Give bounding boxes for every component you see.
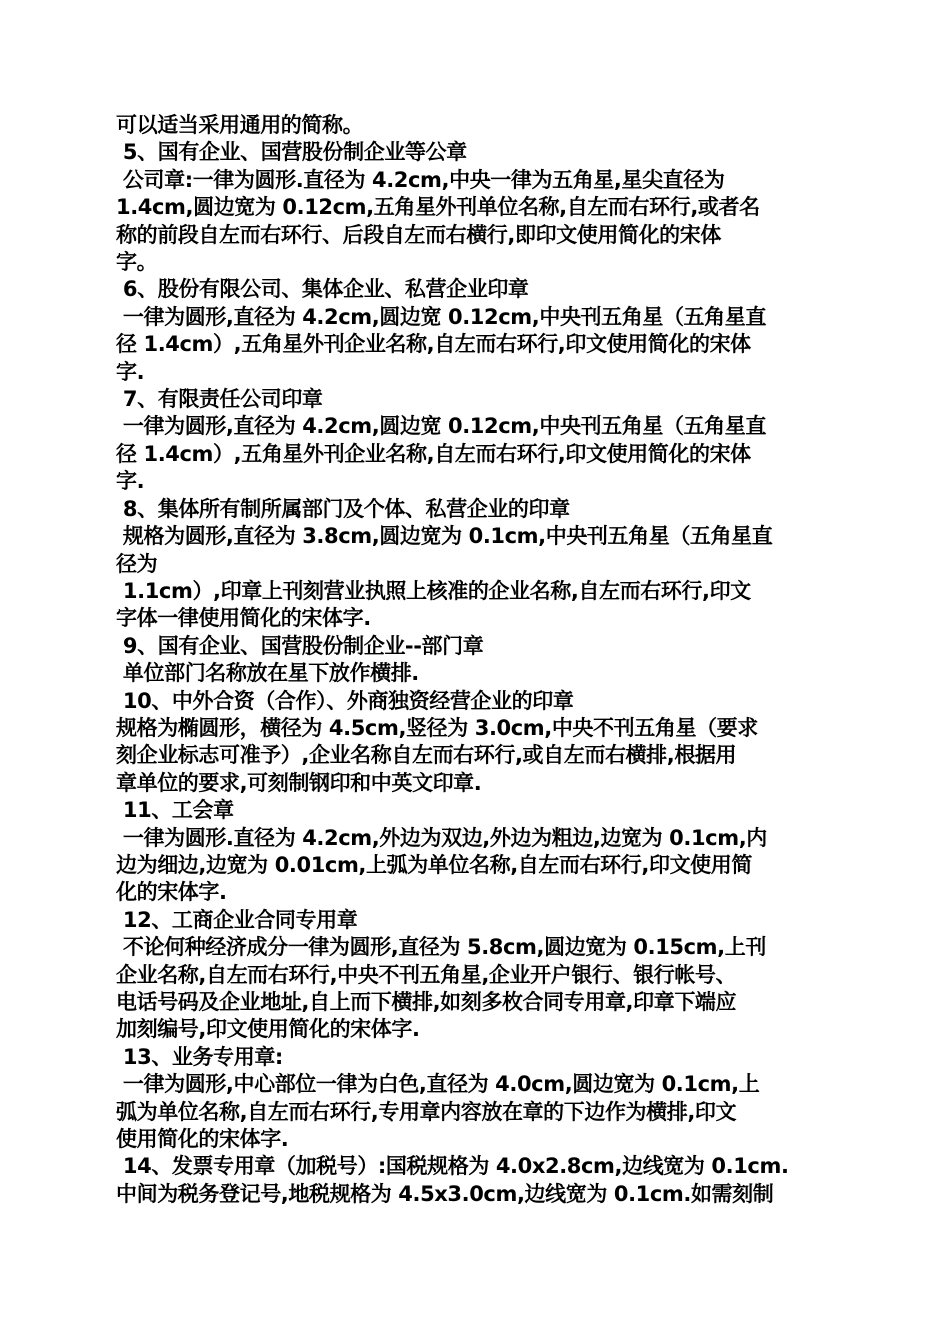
text-line: 一律为圆形,直径为 4.2cm,圆边宽 0.12cm,中央刊五角星（五角星直	[116, 414, 766, 439]
text-line: 5、国有企业、国营股份制企业等公章	[116, 140, 467, 165]
text-line: 字。	[116, 250, 158, 275]
text-line: 章单位的要求,可刻制钢印和中英文印章.	[116, 770, 482, 795]
text-line: 一律为圆形,直径为 4.2cm,圆边宽 0.12cm,中央刊五角星（五角星直	[116, 304, 766, 329]
text-line: 刻企业标志可准予）,企业名称自左而右环行,或自左而右横排,根据用	[116, 743, 737, 768]
text-line: 电话号码及企业地址,自上而下横排,如刻多枚合同专用章,印章下端应	[116, 990, 737, 1014]
text-line: 加刻编号,印文使用简化的宋体字.	[116, 1017, 420, 1042]
text-line: 12、工商企业合同专用章	[116, 907, 358, 932]
text-line: 9、国有企业、国营股份制企业--部门章	[116, 633, 484, 658]
text-line: 规格为圆形,直径为 3.8cm,圆边宽为 0.1cm,中央刊五角星（五角星直	[116, 524, 773, 549]
text-line: 称的前段自左而右环行、后段自左而右横行,即印文使用简化的宋体	[116, 222, 721, 247]
text-line: 弧为单位名称,自左而右环行,专用章内容放在章的下边作为横排,印文	[116, 1099, 737, 1124]
text-line: 径 1.4cm）,五角星外刊企业名称,自左而右环行,印文使用简化的宋体	[116, 332, 751, 357]
text-line: 使用简化的宋体字.	[116, 1127, 289, 1152]
text-line: 字.	[116, 359, 145, 384]
text-line: 一律为圆形.直径为 4.2cm,外边为双边,外边为粗边,边宽为 0.1cm,内	[116, 825, 767, 850]
text-line: 1.1cm）,印章上刊刻营业执照上核准的企业名称,自左而右环行,印文	[116, 578, 751, 603]
text-line: 企业名称,自左而右环行,中央不刊五角星,企业开户银行、银行帐号、	[116, 962, 737, 987]
text-line: 径为	[116, 551, 158, 576]
text-line: 径 1.4cm）,五角星外刊企业名称,自左而右环行,印文使用简化的宋体	[116, 441, 751, 466]
text-line: 一律为圆形,中心部位一律为白色,直径为 4.0cm,圆边宽为 0.1cm,上	[116, 1072, 760, 1097]
text-line: 11、工会章	[116, 798, 234, 823]
text-line: 13、业务专用章:	[116, 1044, 283, 1069]
text-line: 中间为税务登记号,地税规格为 4.5x3.0cm,边线宽为 0.1cm.如需刻制	[116, 1181, 774, 1206]
text-line: 单位部门名称放在星下放作横排.	[116, 661, 419, 686]
text-line: 字.	[116, 469, 145, 494]
text-line: 8、集体所有制所属部门及个体、私营企业的印章	[116, 496, 570, 521]
text-line: 10、中外合资（合作）、外商独资经营企业的印章	[116, 688, 574, 713]
text-line: 6、股份有限公司、集体企业、私营企业印章	[116, 277, 529, 302]
text-line: 规格为椭圆形，横径为 4.5cm,竖径为 3.0cm,中央不刊五角星（要求	[116, 715, 758, 740]
text-line: 不论何种经济成分一律为圆形,直径为 5.8cm,圆边宽为 0.15cm,上刊	[116, 935, 766, 960]
text-line: 字体一律使用简化的宋体字.	[116, 606, 371, 631]
text-line: 1.4cm,圆边宽为 0.12cm,五角星外刊单位名称,自左而右环行,或者名	[116, 195, 760, 220]
body-text	[116, 112, 836, 1208]
text-line: 公司章:一律为圆形.直径为 4.2cm,中央一律为五角星,星尖直径为	[116, 167, 725, 192]
text-line: 化的宋体字.	[116, 880, 227, 905]
text-line: 边为细边,边宽为 0.01cm,上弧为单位名称,自左而右环行,印文使用简	[116, 852, 752, 877]
text-line: 14、发票专用章（加税号）:国税规格为 4.0x2.8cm,边线宽为 0.1cm.	[116, 1154, 789, 1179]
text-line: 可以适当采用通用的简称。	[116, 113, 364, 137]
text-line: 7、有限责任公司印章	[116, 387, 323, 412]
